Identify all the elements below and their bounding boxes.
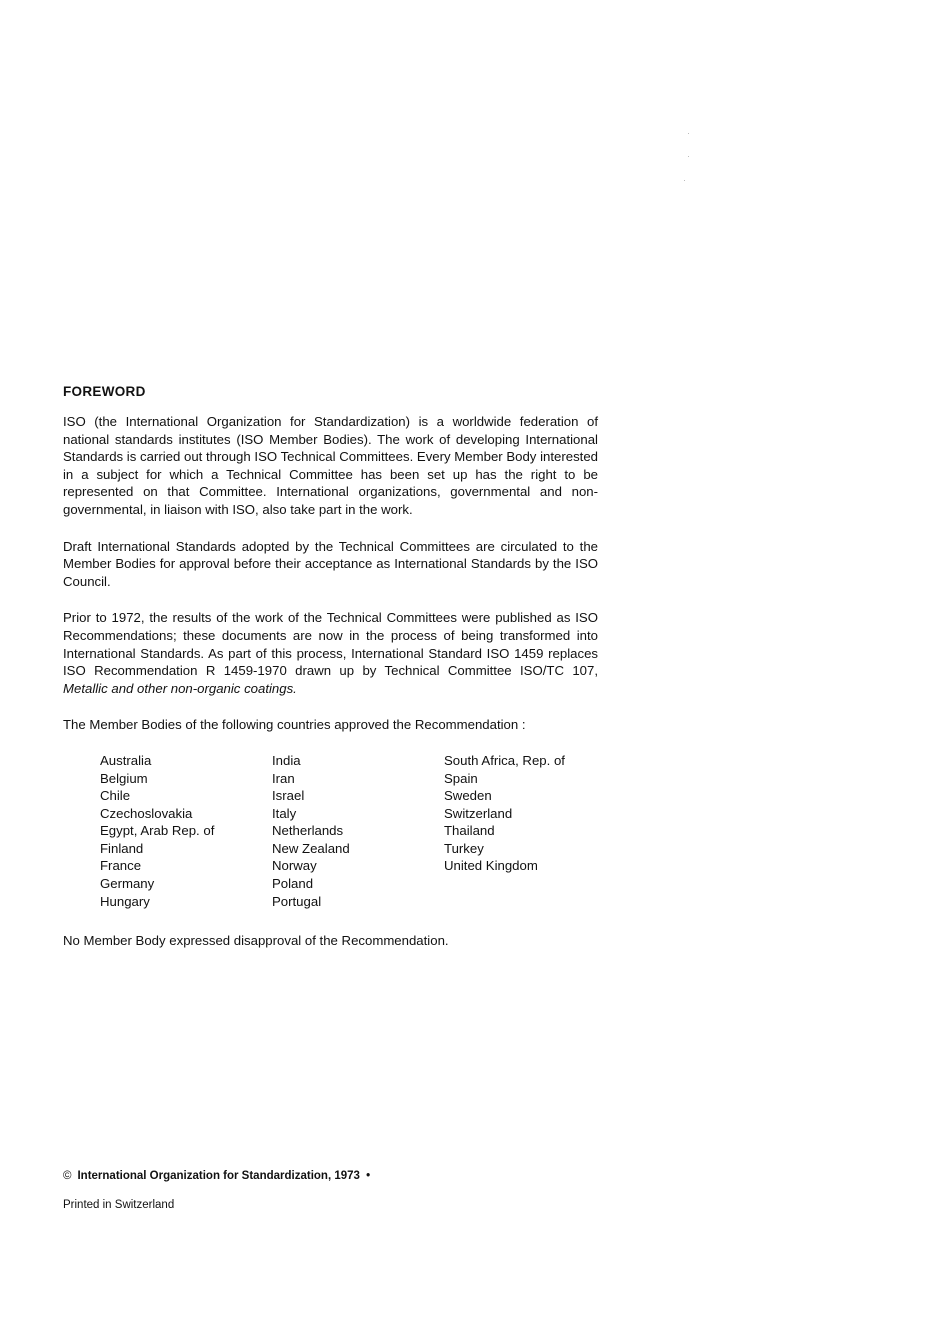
country-item: Germany [100, 876, 155, 892]
country-item: Iran [272, 770, 295, 786]
printed-in: Printed in Switzerland [63, 1199, 175, 1211]
country-item: South Africa, Rep. of [444, 752, 565, 768]
country-list [63, 752, 598, 914]
country-item: France [100, 858, 142, 874]
country-column-3 [444, 752, 565, 875]
copyright-symbol: © [63, 1170, 72, 1182]
bullet-mark: • [366, 1170, 371, 1182]
country-item: Belgium [100, 770, 148, 786]
country-item: Israel [272, 788, 305, 804]
copyright-line [63, 1168, 370, 1184]
foreword-heading: FOREWORD [63, 384, 146, 399]
scan-speck [688, 133, 689, 134]
country-item: India [272, 752, 301, 768]
country-item: United Kingdom [444, 858, 538, 874]
foreword-section [63, 383, 598, 950]
scan-speck [684, 180, 685, 181]
scan-speck [688, 156, 689, 157]
approval-intro: The Member Bodies of the following countries approved the Recommendation : [63, 717, 526, 733]
country-item: Poland [272, 876, 314, 892]
country-item: Thailand [444, 823, 495, 839]
country-column-2 [272, 752, 350, 910]
country-item: Finland [100, 840, 144, 856]
country-item: Spain [444, 770, 478, 786]
country-column-1 [100, 752, 214, 910]
country-item: New Zealand [272, 840, 350, 856]
country-item: Egypt, Arab Rep. of [100, 823, 215, 839]
country-item: Portugal [272, 893, 322, 909]
copyright-text: International Organization for Standardization, 1973 [77, 1170, 360, 1182]
country-item: Norway [272, 858, 317, 874]
country-item: Italy [272, 805, 297, 821]
country-item: Australia [100, 752, 152, 768]
country-item: Netherlands [272, 823, 344, 839]
foreword-paragraph-3 [63, 609, 598, 697]
foreword-paragraph-1: ISO (the International Organization for Standardization) is a worldwide federation of national standards institutes (ISO Member Bodies). The work of developing International Standards is carried out through ISO Technical Committees. Every Member Body interested in a subject for which a Technical Committee has been set up has the right to be represented on that Committee. International organizations, governmental and non-governmental, in liaison with ISO, also take part in the work. [63, 414, 598, 517]
country-item: Turkey [444, 840, 484, 856]
country-item: Switzerland [444, 805, 513, 821]
country-item: Sweden [444, 788, 492, 804]
country-item: Hungary [100, 893, 150, 909]
disapproval-statement: No Member Body expressed disapproval of the Recommendation. [63, 932, 449, 948]
foreword-paragraph-2: Draft International Standards adopted by the Technical Committees are circulated to the Member Bodies for approval before their acceptance as International Standards by the ISO Council. [63, 538, 598, 589]
country-item: Czechoslovakia [100, 805, 193, 821]
paragraph-3-text: Prior to 1972, the results of the work of the Technical Committees were published as ISO Recommendations; these documents are now in the process of being transformed into International Standards. As part of this process, International Standard ISO 1459 replaces ISO Recommendation R 1459-1970 drawn up by Technical Committee ISO/TC 107, [63, 610, 598, 679]
country-item: Chile [100, 788, 131, 804]
committee-title: Metallic and other non-organic coatings. [63, 680, 297, 696]
